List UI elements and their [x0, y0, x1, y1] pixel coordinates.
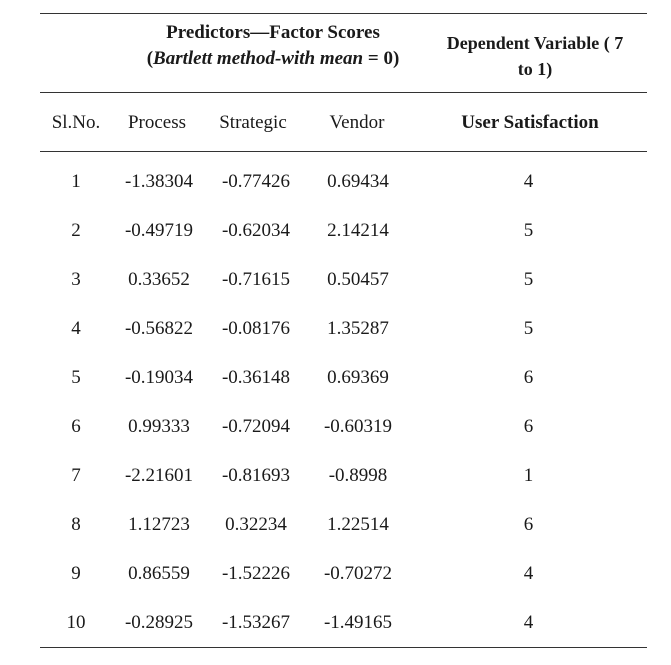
- cell-strategic: -0.71615: [221, 268, 291, 290]
- cell-user-satisfaction: 6: [523, 514, 534, 536]
- table-row: [40, 452, 647, 501]
- table-row: [40, 206, 647, 255]
- cell-slno: 10: [66, 612, 86, 634]
- table-row: [40, 353, 647, 402]
- table-row: [40, 157, 647, 206]
- cell-vendor: -1.49165: [323, 612, 393, 634]
- header-divider-rule: [40, 92, 647, 93]
- cell-strategic: 0.32234: [225, 514, 287, 536]
- cell-strategic: -0.36148: [221, 366, 291, 388]
- cell-user-satisfaction: 6: [523, 416, 534, 438]
- cell-user-satisfaction: 4: [523, 612, 534, 634]
- table-row: [40, 501, 647, 550]
- cell-vendor: -0.60319: [323, 416, 393, 438]
- cell-vendor: -0.8998: [328, 465, 388, 487]
- cell-user-satisfaction: 5: [523, 268, 534, 290]
- cell-process: -0.56822: [124, 317, 194, 339]
- column-header-user-satisfaction: User Satisfaction: [461, 112, 599, 133]
- cell-process: 1.12723: [128, 514, 190, 536]
- cell-user-satisfaction: 1: [523, 465, 534, 487]
- cell-vendor: 1.35287: [327, 317, 389, 339]
- cell-process: 0.86559: [128, 563, 190, 585]
- cell-process: -1.38304: [124, 170, 194, 192]
- paren-open: (: [146, 48, 154, 69]
- column-header-process: Process: [127, 112, 187, 133]
- column-header-strategic: Strategic: [219, 112, 287, 133]
- cell-vendor: 0.50457: [327, 268, 389, 290]
- table-bottom-rule: [40, 647, 647, 648]
- table-row: [40, 599, 647, 648]
- cell-strategic: -0.77426: [221, 170, 291, 192]
- cell-process: 0.33652: [128, 268, 190, 290]
- cell-process: -0.49719: [124, 219, 194, 241]
- cell-slno: 7: [71, 465, 81, 487]
- cell-slno: 9: [71, 563, 81, 585]
- cell-strategic: -0.08176: [221, 317, 291, 339]
- cell-slno: 5: [71, 366, 81, 388]
- cell-slno: 1: [71, 170, 81, 192]
- cell-vendor: 2.14214: [327, 219, 389, 241]
- mean-equals-zero-text: = 0): [363, 48, 400, 69]
- predictors-header-line1: Predictors—Factor Scores: [166, 22, 380, 43]
- table-body: [40, 157, 647, 648]
- cell-user-satisfaction: 4: [523, 563, 534, 585]
- table-row: [40, 402, 647, 451]
- cell-user-satisfaction: 5: [523, 317, 534, 339]
- cell-vendor: -0.70272: [323, 563, 393, 585]
- cell-process: -0.19034: [124, 366, 194, 388]
- cell-process: -2.21601: [124, 465, 194, 487]
- dependent-header-line1: Dependent Variable ( 7: [446, 33, 624, 53]
- dependent-variable-header: [418, 30, 652, 82]
- cell-user-satisfaction: 5: [523, 219, 534, 241]
- cell-slno: 3: [71, 268, 81, 290]
- cell-slno: 2: [71, 219, 81, 241]
- column-header-slno: Sl.No.: [51, 112, 101, 133]
- cell-strategic: -0.72094: [221, 416, 291, 438]
- cell-strategic: -1.53267: [221, 612, 291, 634]
- cell-vendor: 0.69434: [327, 170, 389, 192]
- column-header-rule: [40, 151, 647, 152]
- dependent-header-line2: to 1): [517, 59, 553, 79]
- bartlett-method-text: Bartlett method-with mean: [153, 48, 364, 69]
- cell-slno: 6: [71, 416, 81, 438]
- cell-user-satisfaction: 6: [523, 366, 534, 388]
- cell-vendor: 1.22514: [327, 514, 389, 536]
- cell-strategic: -0.81693: [221, 465, 291, 487]
- cell-process: -0.28925: [124, 612, 194, 634]
- factor-scores-table: [40, 157, 647, 648]
- predictors-header-line2: [108, 46, 438, 72]
- table-top-rule: [40, 13, 647, 14]
- cell-slno: 8: [71, 514, 81, 536]
- cell-strategic: -1.52226: [221, 563, 291, 585]
- table-row: [40, 255, 647, 304]
- cell-process: 0.99333: [128, 416, 190, 438]
- cell-strategic: -0.62034: [221, 219, 291, 241]
- cell-vendor: 0.69369: [327, 366, 389, 388]
- table-row: [40, 550, 647, 599]
- column-header-vendor: Vendor: [329, 112, 385, 133]
- cell-user-satisfaction: 4: [523, 170, 534, 192]
- cell-slno: 4: [71, 317, 81, 339]
- predictors-group-header: [108, 20, 438, 72]
- table-row: [40, 304, 647, 353]
